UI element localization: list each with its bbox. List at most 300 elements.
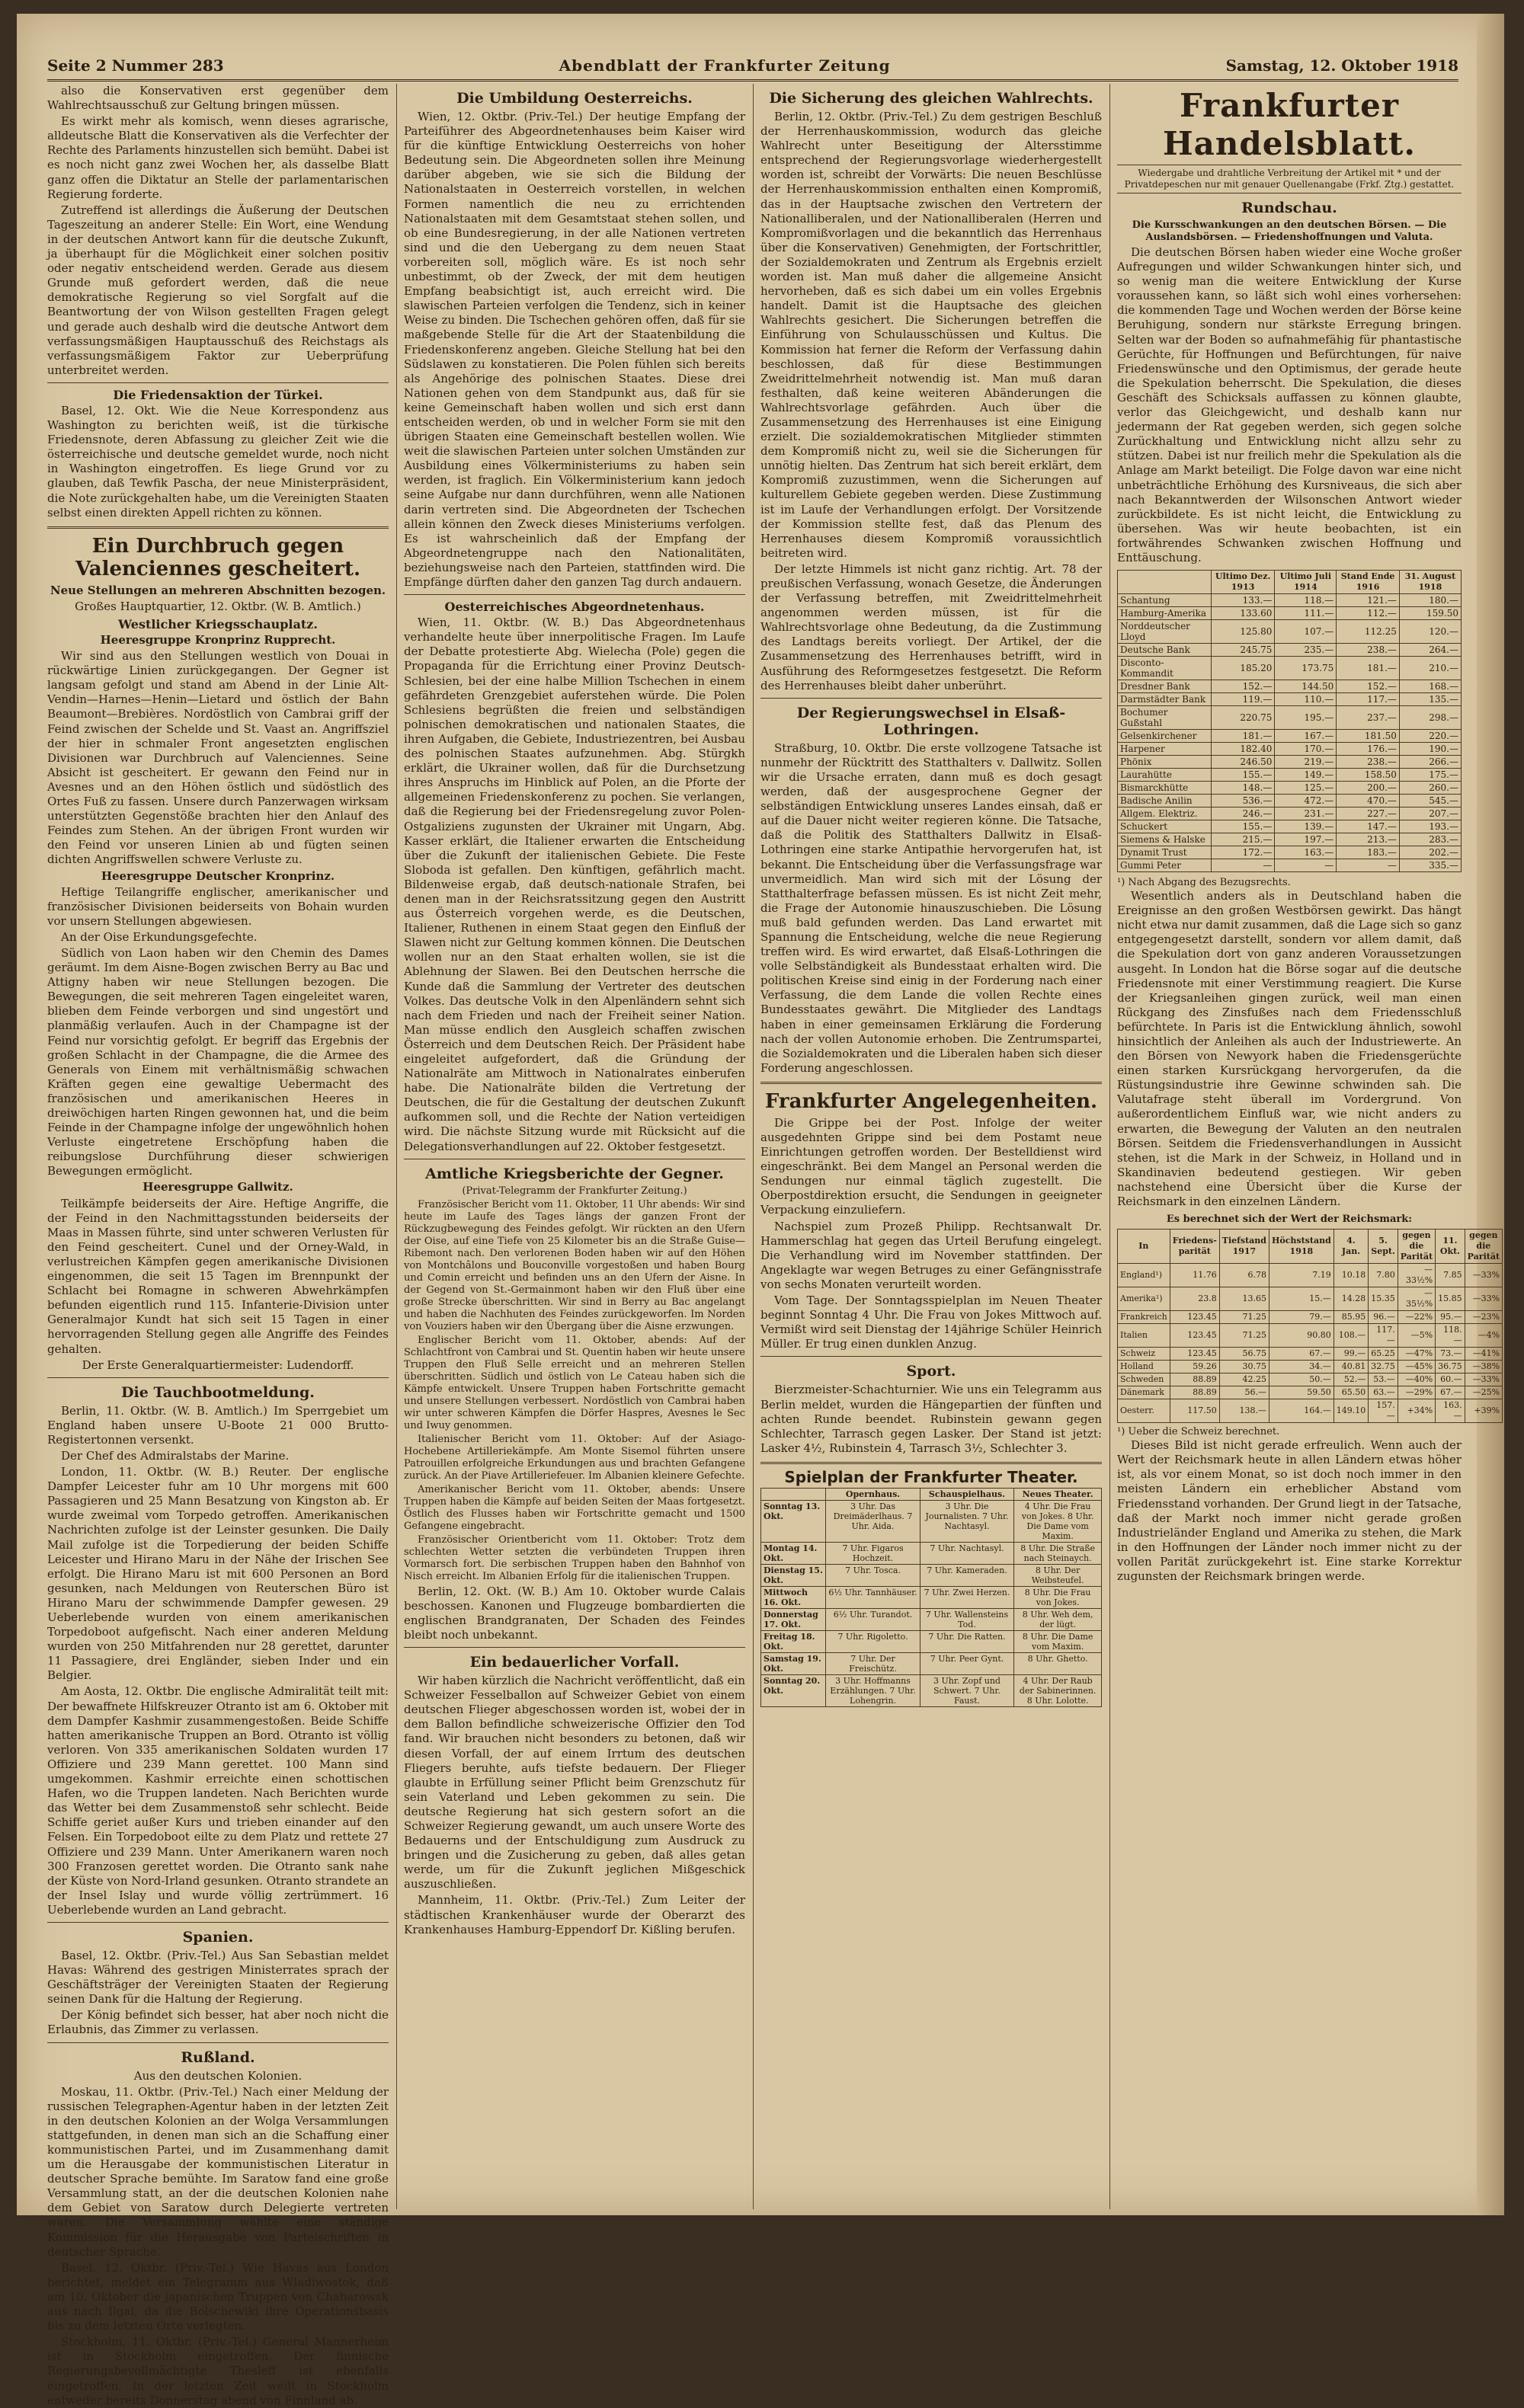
table-cell: 6½ Uhr. Turandot. [826, 1608, 920, 1630]
table-cell: 266.— [1399, 756, 1461, 769]
table-cell: Donnerstag 17. Okt. [761, 1608, 826, 1630]
angelegenheiten-heading: Frankfurter Angelegenheiten. [764, 1089, 1098, 1113]
table-cell: 149.— [1275, 769, 1337, 782]
calais-text [404, 1585, 745, 1642]
paragraph: Berlin, 12. Okt. (W. B.) Am 10. Oktober wurde Calais beschossen. Kanonen und Flugzeuge bombardierten die englischen Brandgranaten, Der Schaden des Feindes bleibt noch unbekannt. [404, 1584, 745, 1642]
table-cell: 470.— [1337, 795, 1400, 807]
table-cell: 120.— [1399, 620, 1461, 644]
table-row [761, 1608, 1102, 1630]
paragraph: Nachspiel zum Prozeß Philipp. Rechtsanwalt Dr. Hammerschlag hat gegen das Urteil Berufung eingelegt. Die Verhandlung wird im November stattfinden. Der Angeklagte war wegen Betruges zu einer Gefängnisstrafe von sechs Monaten verurteilt worden. [760, 1219, 1102, 1291]
table-cell: 7 Uhr. Tosca. [826, 1564, 920, 1586]
table-row [1118, 680, 1462, 693]
table-cell: 163.— [1275, 846, 1337, 859]
wahlrecht-text [760, 110, 1102, 693]
theater-body [761, 1500, 1102, 1706]
table-row [1118, 782, 1462, 795]
table-cell: Siemens & Halske [1118, 833, 1212, 846]
table-cell: 119.— [1211, 693, 1275, 706]
table-cell: 172.— [1211, 846, 1275, 859]
table-cell: 164.— [1269, 1399, 1334, 1423]
table-header-cell: Höchststand 1918 [1269, 1230, 1334, 1264]
table-row [1118, 730, 1462, 743]
kurs-table [1117, 570, 1462, 872]
table-cell: 71.25 [1219, 1324, 1269, 1348]
table-cell: Gelsenkirchener [1118, 730, 1212, 743]
table-cell: Dynamit Trust [1118, 846, 1212, 859]
table-cell: 7 Uhr. Zwei Herzen. [920, 1586, 1014, 1608]
table-cell: —47% [1398, 1348, 1435, 1361]
paragraph: Dieses Bild ist nicht gerade erfreulich. Wenn auch der Wert der Reichsmark heute in allen Ländern etwas höher ist, als vor einem Monat, so ist doch noch immer in den meisten Ländern ein erheblicher Abstand vom Friedensstand vorhanden. Der Grund liegt in der Tatsache, daß der Markt noch immer nicht gerade großen Industrieländer England und Amerika zu stehen, die Mark in den Hoffnungen der Länder noch immer nicht zu der vollen Parität zurückgekehrt ist. Eine starke Korrektur zugunsten der Reichsmark bringen werde. [1117, 1438, 1462, 1583]
table-cell: 213.— [1337, 833, 1400, 846]
table-header-cell: 4. Jan. [1334, 1230, 1369, 1264]
hq-dateline: Großes Hauptquartier, 12. Oktbr. (W. B. Amtlich.) [75, 599, 361, 613]
table-row [761, 1542, 1102, 1564]
table-cell: 144.50 [1275, 680, 1337, 693]
table-row [1118, 644, 1462, 657]
table-cell: 183.— [1337, 846, 1400, 859]
table-cell: —22% [1398, 1311, 1435, 1324]
ruprecht-text [47, 649, 389, 867]
handelsblatt-title: Frankfurter Handelsblatt. [1162, 87, 1417, 162]
table-cell: Dänemark [1118, 1386, 1170, 1399]
table-cell: 123.45 [1170, 1324, 1219, 1348]
table-cell: 112.25 [1337, 620, 1400, 644]
table-cell: 121.— [1337, 594, 1400, 607]
table-cell: 545.— [1399, 795, 1461, 807]
table-cell: —45% [1398, 1361, 1435, 1373]
table-cell: —25% [1465, 1386, 1502, 1399]
table-row [761, 1500, 1102, 1542]
table-cell: —4% [1465, 1324, 1502, 1348]
table-cell: 246.50 [1211, 756, 1275, 769]
wahlrecht-heading: Die Sicherung des gleichen Wahlrechts. [769, 90, 1093, 107]
table-cell: 123.45 [1170, 1311, 1219, 1324]
table-cell: 6½ Uhr. Tannhäuser. [826, 1586, 920, 1608]
table-cell: 65.25 [1369, 1348, 1398, 1361]
table-cell: Dienstag 15. Okt. [761, 1564, 826, 1586]
abgeordnetenhaus-heading: Oesterreichisches Abgeordnetenhaus. [444, 600, 705, 615]
table-cell: —40% [1398, 1373, 1435, 1386]
table-header-cell: 31. August 1918 [1399, 571, 1461, 594]
table-row [1118, 1399, 1503, 1423]
kurs-body [1118, 594, 1462, 872]
table-cell: 138.— [1219, 1399, 1269, 1423]
paragraph: Die deutschen Börsen haben wieder eine Woche großer Aufregungen und wilder Schwankungen hinter sich, und so wenig man die weitere Entwicklung der Kurse voraussehen kann, so läßt sich wohl eines vorhersehen: die kommenden Tage und Wochen werden der Börse keine Beruhigung, sondern nur stärkste Erregung bringen. Selten war der Boden so aufnahmefähig für phantastische Gerüchte, für Hoffnungen und Befürchtungen, für naive Friedenswünsche und den Optimismus, der gerade heute die Spekulation beherrscht. Die Spekulation, die dieses Geschäft des Schicksals auffassen zu können glaubte, verlor das Gleichgewicht, und deshalb kann nur jedermann der Rat gegeben werden, sich gegen solche Zurückhaltung und Entwicklung nicht allzu sehr zu stützen. Dabei ist nur freilich mehr die Spekulation als die Anlage am Markt beteiligt. Die Folge davon war eine nicht unbeträchtliche Erhöhung des Kursniveaus, die sich aber nach Bekanntwerden der Wilsonschen Antwort wieder zurückbildete. Es ist nicht leicht, die Entwicklung zu übersehen. Was wir heute beobachten, ist ein fortwährendes Schwanken zwischen Hoffnung und Enttäuschung. [1117, 245, 1462, 564]
table-row [761, 1586, 1102, 1608]
table-cell: 175.— [1399, 769, 1461, 782]
table-header-cell: Neues Theater. [1014, 1488, 1102, 1500]
table-cell: 79.— [1269, 1311, 1334, 1324]
rundschau-subheading: Die Kursschwankungen an den deutschen Börsen. — Die Auslandsbörsen. — Friedenshoffnungen und Valuta. [1132, 219, 1447, 243]
table-header-cell: gegen die Parität [1398, 1230, 1435, 1264]
table-cell: 202.— [1399, 846, 1461, 859]
paragraph: Stockholm, 11. Oktbr. (Priv.-Tel.) General Mannerheim ist in Stockholm eingetroffen. Der finnische Regierungsbevollmächtigte Thesleff ist ebenfalls eingetroffen. In der letzten Zeit weilt in Stockholm entweder bereits Donnerstag abend von Finnland ab. [47, 2335, 389, 2407]
table-cell: 40.81 [1334, 1361, 1369, 1373]
rundschau-text-2 [1117, 889, 1462, 1209]
table-cell: 181.50 [1337, 730, 1400, 743]
vorfall-text [404, 1674, 745, 1937]
table-cell: Hamburg-Amerika [1118, 607, 1212, 620]
table-cell: Dresdner Bank [1118, 680, 1212, 693]
table-cell: 7.80 [1369, 1264, 1398, 1287]
table-cell: Phönix [1118, 756, 1212, 769]
table-cell: 133.— [1211, 594, 1275, 607]
paragraph: Es wirkt mehr als komisch, wenn dieses agrarische, alldeutsche Blatt die Konservativen als die Verfechter der Rechte des Parlaments hinzustellen sich bemüht. Dabei ist es noch nicht ganz zwei Wochen her, als dasselbe Blatt ganz offen die Diktatur an Stelle der parlamentarischen Regierung forderte. [47, 114, 389, 201]
table-cell: 298.— [1399, 706, 1461, 730]
paragraph: Wien, 11. Oktbr. (W. B.) Das Abgeordnetenhaus verhandelte heute über innerpolitische Fragen. Im Laufe der Debatte protestierte Abg. Wielecha (Pole) gegen die Propaganda für die Errichtung einer Provinz Deutsch-Schlesien, bei der eine halbe Million Tschechen in einem gefährdeten Grenzgebiet auferstehen würde. Die Polen Schlesiens begrüßten die freien und selbständigen polnischen demokratischen und nationalen Staates, die ihren Aufgaben, die Gebiete, Industriezentren, bei Ausbau des polnischen Staates aufzunehmen. Abg. Stürgkh erklärt, die Ukrainer wollen, daß für die Durchsetzung ihres Anspruchs im Hinblick auf Polen, an die Pforte der allgemeinen Friedenskonferenz zu pochen. Sie verlangen, daß die Regierung bei der Friedensregelung zuvor Polen-Ostgaliziens zugunsten der Ukrainer mit Ungarn, Abg. Kasser erklärt, die Italiener erwarten die Entscheidung über die Zukunft der italienischen Gebiete. Die Feste Sloboda ist gefallen. Den künftigen, gefährlich macht. Bildenweise ergab, daß deutsch-nationale Strafen, bei denen man in der Reichsratssitzung gegen den Austritt aus Österreich vorgehen werde, es die Deutschen, Italiener, Ruthenen in einem Staat gegen den Einfluß der Slawen nicht zur Geltung kommen können. Die Deutschen wollen nur an den Staat erhalten wollen, sie ist die Ablehnung der Slawen. Bei den Deutschen herrsche die Kunde daß die Sammlung der Vertreter des deutschen Volkes. Das deutsche Volk in den Alpenländern sehnt sich nach dem Frieden und nach der Freiheit seiner Nation. Man müsse endlich den Ausgleich schaffen zwischen Österreich und dem Deutschen Reich. Der Präsident habe eingeleitet aufgefordert, daß die Gründung der Nationalräte am Mittwoch in Nationalrates einberufen habe. Die Nationalräte bilden die Vertretung der Deutschen, die für die Gestaltung der deutschen Zukunft aufkommen soll, und die Rechte der Nation verteidigen wird. Die nächste Sitzung wurde mit Rücksicht auf die Delegationsverhandlungen auf 22. Oktober festgesetzt. [404, 616, 745, 1153]
table-row [1118, 594, 1462, 607]
paragraph: Berlin, 11. Oktbr. (W. B. Amtlich.) Im Sperrgebiet um England haben unsere U-Boote 21 000 Brutto-Registertonnen versenkt. [47, 1403, 389, 1447]
table-row [1118, 846, 1462, 859]
paragraph: Basel, 12. Okt. Wie die Neue Korrespondenz aus Washington zu berichten weiß, ist die türkische Friedensnote, deren Abfassung zu gleicher Zeit wie die österreichische und deutsche gemeldet wurde, noch nicht in Washington eingetroffen. Es liege Grund vor zu glauben, daß Tewfik Pascha, der neue Ministerpräsident, die Note zurückgehalten habe, um die Vereinigten Staaten selbst einen direkten Appell richten zu können. [47, 403, 389, 520]
table-header-cell: gegen die Parität [1465, 1230, 1502, 1264]
table-cell: 207.— [1399, 807, 1461, 820]
table-row [761, 1652, 1102, 1674]
column-rule [396, 84, 397, 2209]
paragraph: Vom Tage. Der Sonntagsspielplan im Neuen Theater beginnt Sonntag 4 Uhr. Die Frau von Jokes Mittwoch auf. Vermißt wird seit Dienstag der 14jährige Schüler Heinrich Müller. Er trug einen dunklen Anzug. [760, 1294, 1102, 1351]
table-header-cell: In [1118, 1230, 1170, 1264]
table-cell: 149.10 [1334, 1399, 1369, 1423]
sport-text [760, 1383, 1102, 1455]
column-rule [1109, 84, 1110, 2209]
table-cell: 238.— [1337, 644, 1400, 657]
table-row [1118, 1324, 1503, 1348]
table-cell: 195.— [1275, 706, 1337, 730]
table-cell: Frankreich [1118, 1311, 1170, 1324]
paragraph: also die Konservativen erst gegenüber dem Wahlrechtsausschuß zur Geltung bringen müssen. [47, 84, 389, 113]
table-cell: —5% [1398, 1324, 1435, 1348]
table-cell: +34% [1398, 1399, 1435, 1423]
table-cell: 264.— [1399, 644, 1461, 657]
table-cell: — [1275, 859, 1337, 872]
page-spine [1477, 14, 1504, 2215]
rundschau-text-3 [1117, 1438, 1462, 1584]
table-cell: 3 Uhr. Hoffmanns Erzählungen. 7 Uhr. Lohengrin. [826, 1674, 920, 1706]
oesterreich-text [404, 110, 745, 590]
table-cell: 56.75 [1219, 1348, 1269, 1361]
table-cell: 99.— [1334, 1348, 1369, 1361]
table-cell: 117.— [1337, 693, 1400, 706]
col1-intro [47, 84, 389, 378]
paragraph: Französischer Bericht vom 11. Oktober, 11 Uhr abends: Wir sind heute im Laufe des Tages längs der ganzen Front der Rückzugbewegung des Feindes gefolgt. Wir rückten an den Ufern der Oise, auf eine Tiefe von 25 Kilometer bis an die Straße Guise—Ribemont nach. Den verlorenen Boden haben wir auf den Höhen von Montchâlons und Bouconville vorgestoßen und haben Bourg und Comin erreicht und befinden uns an den Ufern der Aisne. In der Gegend von St.-Germainmont haben wir den Fluß über eine große Strecke überschritten. Wir sind in Berry au Bac angelangt und haben die Nachhuten des Feindes zurückgeworfen. Im Norden von Vouziers haben wir den Übergang über die Aisne erzwungen. [404, 1198, 745, 1332]
table-cell: Schweden [1118, 1373, 1170, 1386]
rundschau-text [1117, 245, 1462, 565]
table-cell: 11.76 [1170, 1264, 1219, 1287]
table-cell: Norddeutscher Lloyd [1118, 620, 1212, 644]
table-cell: 108.— [1334, 1324, 1369, 1348]
table-cell: —41% [1465, 1348, 1502, 1361]
table-cell: 152.— [1337, 680, 1400, 693]
paragraph: Wir haben kürzlich die Nachricht veröffentlicht, daß ein Schweizer Fesselballon auf Schweizer Gebiet von einem deutschen Flieger abgeschossen worden ist, wobei der in dem Ballon befindliche schweizerische Offizier den Tod fand. Wir brauchen nicht besonders zu betonen, daß wir diesen Vorfall, der auf einem Irrtum des deutschen Fliegers beruhte, aufs tiefste bedauern. Der Flieger glaubte in Erfüllung seiner Pflicht beim Grenzschutz für sein Vaterland und Leben gekommen zu sein. Die deutsche Regierung hat sich gestern sofort an die Schweizer Regierung gewandt, um auch unsere Worte des Bedauerns und der Entschuldigung zum Ausdruck zu bringen und die Zusicherung zu geben, daß alles getan werde, um für die Zukunft jeglichen Mißgeschick auszuschließen. [404, 1674, 745, 1892]
table-cell: Schweiz [1118, 1348, 1170, 1361]
table-cell: 15.35 [1369, 1287, 1398, 1311]
table-cell: Amerika¹) [1118, 1287, 1170, 1311]
table-row [1118, 743, 1462, 756]
table-cell: 7 Uhr. Der Freischütz. [826, 1652, 920, 1674]
page-header [47, 44, 1458, 82]
table-cell: Schantung [1118, 594, 1212, 607]
paragraph: Am Aosta, 12. Oktbr. Die englische Admiralität teilt mit: Der bewaffnete Hilfskreuzer Otranto ist am 6. Oktober mit dem Dampfer Kashmir zusammengestoßen. Beide Schiffe hatten amerikanische Truppen an Bord. Otranto ist völlig verloren. Von 335 amerikanischen Soldaten wurden 17 Offiziere und 239 Mann gerettet. 100 Mann sind umgekommen. Kashmir erreichte einen schottischen Hafen, wo die Truppen landeten. Nach Berichten wurde das Wetter bei dem Zusammenstoß sehr schlecht. Beide Schiffe geriet außer Kurs und trieben einander auf den Felsen. Ein Torpedoboot eilte zu dem Platz und rettete 27 Offiziere und 239 Mann. Unter Amerikanern waren noch 300 Franzosen gerettet worden. Die Otranto sank nahe der Küste von Nord-Irland gesunken. Otranto strandete an der Insel Islay und wurde völlig zertrümmert. 16 Ueberlebende wurden an Land gebracht. [47, 1684, 389, 1917]
table-header-cell [761, 1488, 826, 1500]
table-cell: Laurahütte [1118, 769, 1212, 782]
table-cell: 135.— [1399, 693, 1461, 706]
table-row [1118, 1311, 1503, 1324]
table-cell: 180.— [1399, 594, 1461, 607]
table-row [1118, 1264, 1503, 1287]
table-cell: 181.— [1211, 730, 1275, 743]
paragraph: Italienischer Bericht vom 11. Oktober: Auf der Asiago-Hochebene Artilleriekämpfe. Am Monte Sisemol führten unsere Patrouillen erfolgreiche Erkundungen aus und brachten Gefangene zurück. An der Piave Artilleriefeuer. Im Albanien kleinere Gefechte. [404, 1433, 745, 1482]
table-cell: Badische Anilin [1118, 795, 1212, 807]
table-cell: 8 Uhr. Ghetto. [1014, 1652, 1102, 1674]
valuta-table-note: ¹) Ueber die Schweiz berechnet. [1117, 1426, 1280, 1438]
table-cell: 53.— [1369, 1373, 1398, 1386]
table-row [1118, 807, 1462, 820]
table-cell: 60.— [1436, 1373, 1465, 1386]
table-cell: 4 Uhr. Der Raub der Sabinerinnen. 8 Uhr. Lolotte. [1014, 1674, 1102, 1706]
paragraph: Zutreffend ist allerdings die Äußerung der Deutschen Tageszeitung an anderer Stelle: Ein Wort, eine Wendung in der deutschen Antwort kann für die deutsche Zukunft, ja überhaupt für die Möglichkeit einer solchen positiv oder negativ entscheidend werden. Gerade aus diesem Grunde muß gefordert werden, daß die neue demokratische Regierung so viel Sorgfalt auf die Beantwortung der von Wilson gestellten Fragen gelegt und gerade auch deshalb wird die deutsche Antwort dem verfassungsmäßigen Hauptausschuß des Reichstags als verfassungsmäßigem Faktor zur Ueberprüfung unterbreitet werden. [47, 203, 389, 377]
table-cell: 14.28 [1334, 1287, 1369, 1311]
table-cell: 59.50 [1269, 1386, 1334, 1399]
sport-heading: Sport. [906, 1363, 956, 1380]
table-cell: Allgem. Elektriz. [1118, 807, 1212, 820]
table-cell: 231.— [1275, 807, 1337, 820]
oesterreich-heading: Die Umbildung Oesterreichs. [456, 90, 693, 107]
table-cell: 3 Uhr. Zopf und Schwert. 7 Uhr. Faust. [920, 1674, 1014, 1706]
valuta-body [1118, 1264, 1503, 1423]
table-cell: 181.— [1337, 657, 1400, 680]
table-cell: —35½% [1398, 1287, 1435, 1311]
table-cell: Deutsche Bank [1118, 644, 1212, 657]
table-cell: 283.— [1399, 833, 1461, 846]
table-cell: 168.— [1399, 680, 1461, 693]
newspaper-page [17, 14, 1504, 2407]
table-cell: 8 Uhr. Die Straße nach Steinaych. [1014, 1542, 1102, 1564]
table-cell: 3 Uhr. Das Dreimäderlhaus. 7 Uhr. Aida. [826, 1500, 920, 1542]
table-cell: —33% [1465, 1287, 1502, 1311]
table-cell: 15.85 [1436, 1287, 1465, 1311]
table-cell: Bismarckhütte [1118, 782, 1212, 795]
table-cell: 215.— [1211, 833, 1275, 846]
table-row [761, 1674, 1102, 1706]
table-header-cell: 11. Okt. [1436, 1230, 1465, 1264]
table-cell: 125.80 [1211, 620, 1275, 644]
table-cell: Disconto-Kommandit [1118, 657, 1212, 680]
valuta-table [1117, 1229, 1503, 1423]
table-cell: 67.— [1269, 1348, 1334, 1361]
table-cell: 159.50 [1399, 607, 1461, 620]
table-cell: 107.— [1275, 620, 1337, 644]
column-3 [760, 84, 1102, 2209]
paragraph: Französischer Orientbericht vom 11. Oktober: Trotz dem schlechten Wetter setzten die verbündeten Truppen ihren Vormarsch fort. Die serbischen Truppen haben den Bahnhof von Nisch erreicht. Im Albanien Erfolg für die italienischen Truppen. [404, 1533, 745, 1582]
paragraph: Straßburg, 10. Oktbr. Die erste vollzogene Tatsache ist nunmehr der Rücktritt des Statthalters v. Dallwitz. Sollen wir die Ursache erraten, dann muß es doch gesagt werden, daß der ausgesprochene Gegner der selbständigen Entwicklung unseres Landes einsah, daß er auf die Dauer nicht weiter regieren könne. Die Tatsache, daß die Politik des Statthalters Dallwitz in Elsaß-Lothringen eine starke Antipathie hervorgerufen hat, ist bekannt. Die Entscheidung über die Verfassungsfrage war unvermeidlich. Man wird sich mit der Lösung der Statthalterfrage befassen müssen. Es ist nicht Zeit mehr, die Frage der Autonomie hinauszuschieben. Die Lösung muß bald gefunden werden. Das Land erwartet mit Spannung die Entscheidung, welche die neue Regierung treffen wird. Es wird erwartet, daß Elsaß-Lothringen die volle Selbständigkeit als Bundesstaat erhalten wird. Die politischen Kreise sind einig in der Forderung nach einer Verfassung, die dem Lande die vollen Rechte eines Bundesstaates gewährt. Die Mitglieder des Landtags haben in einer gemeinsamen Erklärung die Forderung nach der vollen Autonomie erhoben. Die Zentrumspartei, die Sozialdemokraten und die Liberalen haben sich dieser Forderung angeschlossen. [760, 740, 1102, 1075]
table-cell: 73.— [1436, 1348, 1465, 1361]
table-cell: 7 Uhr. Rigoletto. [826, 1630, 920, 1652]
valuta-heading: Es berechnet sich der Wert der Reichsmark: [1166, 1214, 1413, 1226]
kurs-head-row [1118, 571, 1462, 594]
paragraph: Wir sind aus den Stellungen westlich von Douai in rückwärtige Linien zurückgegangen. Der Gegner ist langsam gefolgt und stand am Abend in der Linie Alt-Vendin—Harnes—Henin—Lietard und östlich der Bahn Beaumont—Brebières. Nordöstlich von Cambrai griff der Feind zwischen der Schelde und St. Vaast an. Angriffsziel der hier in schmaler Front angesetzten englischen Divisionen war Durchbruch auf Valenciennes. Seine Absicht ist gescheitert. Er gewann den Feind nur in Avesnes und an den Höhen östlich und südöstlich des Ortes Fuß zu fassen. Unsere durch Panzerwagen wirksam unterstützten Gegenstöße brachten hier den Anlauf des Feindes zum Stehen. An der übrigen Front wurden wir den Feind vor unseren Linien ab und fügten seinen dichten Angriffswellen schwere Verluste zu. [47, 649, 389, 867]
table-cell: Darmstädter Bank [1118, 693, 1212, 706]
header-masthead: Abendblatt der Frankfurter Zeitung [559, 56, 891, 75]
table-cell: Mittwoch 16. Okt. [761, 1586, 826, 1608]
table-cell: 63.— [1369, 1386, 1398, 1399]
table-cell: 95.— [1436, 1311, 1465, 1324]
table-cell: 111.— [1275, 607, 1337, 620]
table-row [1118, 756, 1462, 769]
russland-heading: Rußland. [181, 2048, 255, 2066]
table-cell: 193.— [1399, 820, 1461, 833]
theater-head-row [761, 1488, 1102, 1500]
table-cell: 235.— [1275, 644, 1337, 657]
table-header-cell: Opernhaus. [826, 1488, 920, 1500]
table-cell: 3 Uhr. Die Journalisten. 7 Uhr. Nachtasyl. [920, 1500, 1014, 1542]
table-cell: 8 Uhr. Die Frau von Jokes. [1014, 1586, 1102, 1608]
table-cell: +39% [1465, 1399, 1502, 1423]
paragraph: Südlich von Laon haben wir den Chemin des Dames geräumt. Im dem Aisne-Bogen zwischen Berry au Bac und Attigny haben wir neue Stellungen bezogen. Die Bewegungen, die seit mehreren Tagen eingeleitet waren, blieben dem Feinde verborgen und sind ungestört und planmäßig verlaufen. Auch in der Champagne ist der Feind nur vorsichtig gefolgt. Er begriff das Ergebnis der großen Schlacht in der Champagne, die die Armee des Generals von Einem mit verhältnismäßig schwachen Kräften gegen eine gewaltige Uebermacht des französischen und amerikanischen Heeres in dreiwöchigen harten Ringen gewonnen hat, und die beim Feinde in der Champagne infolge der ungewöhnlich hohen Verluste eingetretene Erschöpfung haben die reibungslose Durchführung dieser schwierigen Bewegungen ermöglicht. [47, 945, 389, 1178]
paragraph: Der letzte Himmels ist nicht ganz richtig. Art. 78 der preußischen Verfassung, wonach Gesetze, die Änderungen der Verfassung betreffen, mit Zweidrittelmehrheit angenommen werden müssen, ist für die Wahlrechtsvorlage ohne Bedeutung, da die Zustimmung des Landtags bereits vorliegt. Der Artikel, der die Zusammensetzung des Herrenhauses betrifft, wird in Ausführung des Reformgesetzes festgesetzt. Die Reform des Herrenhauses bleibt daher unberührt. [760, 561, 1102, 692]
paragraph: Die Grippe bei der Post. Infolge der weiter ausgedehnten Grippe sind bei dem Postamt neue Einrichtungen getroffen worden. Der Bestelldienst wird eingeschränkt. Bei dem Mangel an Personal werden die Sendungen nur einmal täglich zugestellt. Die Oberpostdirektion ersucht, die Sendungen in geeigneter Verpackung einzuliefern. [760, 1115, 1102, 1217]
columns [47, 84, 1500, 2407]
table-header-cell: 5. Sept. [1369, 1230, 1398, 1264]
paragraph: Basel, 12. Oktbr. (Priv.-Tel.) Aus San Sebastian meldet Havas: Während des gestrigen Ministerrates sprach der Geschäftsträger der Vereinigten Staaten der Regierung seinen Dank für die Haltung der Regierung. [47, 1948, 389, 2007]
rundschau-heading: Rundschau. [1241, 200, 1337, 216]
table-cell: 167.— [1275, 730, 1337, 743]
table-cell: — [1211, 859, 1275, 872]
table-cell: 7.19 [1269, 1264, 1334, 1287]
kriegsberichte-heading: Amtliche Kriegsberichte der Gegner. [425, 1165, 724, 1182]
table-cell: 52.— [1334, 1373, 1369, 1386]
header-date: Samstag, 12. Oktober 1918 [1225, 56, 1458, 75]
gallwitz-text [47, 1197, 389, 1357]
table-cell: 8 Uhr. Die Dame vom Maxim. [1014, 1630, 1102, 1652]
table-cell: 7 Uhr. Wallensteins Tod. [920, 1608, 1014, 1630]
table-cell: 32.75 [1369, 1361, 1398, 1373]
table-cell: Holland [1118, 1361, 1170, 1373]
table-row [1118, 607, 1462, 620]
table-cell: —33½% [1398, 1264, 1435, 1287]
table-cell: 34.— [1269, 1361, 1334, 1373]
table-cell: 88.89 [1170, 1373, 1219, 1386]
table-cell: —38% [1465, 1361, 1502, 1373]
table-cell: 7.85 [1436, 1264, 1465, 1287]
angelegenheiten-text [760, 1116, 1102, 1352]
table-row [1118, 833, 1462, 846]
table-cell: 125.— [1275, 782, 1337, 795]
table-header-cell: Tiefstand 1917 [1219, 1230, 1269, 1264]
table-cell: 4 Uhr. Die Frau von Jokes. 8 Uhr. Die Dame vom Maxim. [1014, 1500, 1102, 1542]
theater-table [760, 1488, 1102, 1707]
paragraph: Der Chef des Admiralstabs der Marine. [61, 1448, 290, 1463]
spanien-heading: Spanien. [182, 1928, 254, 1946]
table-cell: 71.25 [1219, 1311, 1269, 1324]
table-cell: Montag 14. Okt. [761, 1542, 826, 1564]
table-cell: Freitag 18. Okt. [761, 1630, 826, 1652]
paragraph: Moskau, 11. Oktbr. (Priv.-Tel.) Nach einer Meldung der russischen Telegraphen-Agentur haben in der letzten Zeit in den deutschen Kolonien an der Wolga Versammlungen stattgefunden, in denen man sich an die Schaffung einer kommunistischen Partei, und im Zusammenhang damit um die Herausgabe der kommunistischen Literatur in deutscher Sprache bemühte. Im Saratow fand eine große Versammlung statt, an der die deutschen Kolonien nahe dem Gebiet von Saratow durch Delegierte vertreten waren. Die Versammlung wählte eine ständige Kommission für die Herausgabe von Parteischriften in deutscher Sprache. [47, 2084, 389, 2259]
kriegsberichte-subheading: (Privat-Telegramm der Frankfurter Zeitung.) [462, 1185, 687, 1197]
table-cell: 30.75 [1219, 1361, 1269, 1373]
table-cell: 59.26 [1170, 1361, 1219, 1373]
table-row [761, 1630, 1102, 1652]
table-cell: Gummi Peter [1118, 859, 1212, 872]
table-cell: 237.— [1337, 706, 1400, 730]
table-cell: Schuckert [1118, 820, 1212, 833]
tauch-text [47, 1404, 389, 1917]
table-cell: 123.45 [1170, 1348, 1219, 1361]
table-cell: 13.65 [1219, 1287, 1269, 1311]
handelsblatt-note: Wiedergabe und drahtliche Verbreitung der Artikel mit * und der Privatdepeschen nur mit genauer Quellenangabe (Frkf. Ztg.) gestattet. [1117, 165, 1462, 193]
table-cell: 42.25 [1219, 1373, 1269, 1386]
table-row [1118, 620, 1462, 644]
paragraph: Basel, 12. Oktbr. (Priv.-Tel.) Wie Havas aus London berichtet, meldet ein Telegramm aus Wladiwostok, daß am 10. Oktober die japanischen Truppen von Chabarowsk aus nach Ilgai, da die Bolschewiki ihre Operationsbasis bis zu dem letzten Orte verlegten. [47, 2260, 389, 2333]
table-cell: 170.— [1275, 743, 1337, 756]
table-cell: Italien [1118, 1324, 1170, 1348]
paragraph: An der Oise Erkundungsgefechte. [61, 929, 258, 944]
table-cell: 7 Uhr. Kameraden. [920, 1564, 1014, 1586]
ruprecht-heading: Heeresgruppe Kronprinz Rupprecht. [100, 633, 336, 647]
table-cell: 88.89 [1170, 1386, 1219, 1399]
table-cell: 133.60 [1211, 607, 1275, 620]
table-cell: 118.— [1436, 1324, 1465, 1348]
table-cell: 173.75 [1275, 657, 1337, 680]
table-cell: 118.— [1275, 594, 1337, 607]
valuta-head-row [1118, 1230, 1503, 1264]
gallwitz-heading: Heeresgruppe Gallwitz. [142, 1180, 293, 1194]
table-cell: 185.20 [1211, 657, 1275, 680]
table-row [1118, 657, 1462, 680]
table-cell: 200.— [1337, 782, 1400, 795]
table-cell: 335.— [1399, 859, 1461, 872]
table-cell: 246.— [1211, 807, 1275, 820]
table-cell: 157.— [1369, 1399, 1398, 1423]
table-cell: 15.— [1269, 1287, 1334, 1311]
table-cell: 260.— [1399, 782, 1461, 795]
table-row [1118, 769, 1462, 782]
table-cell: Sonntag 13. Okt. [761, 1500, 826, 1542]
table-cell: 23.8 [1170, 1287, 1219, 1311]
table-cell: 117.50 [1170, 1399, 1219, 1423]
table-cell: Samstag 19. Okt. [761, 1652, 826, 1674]
table-cell: 96.— [1369, 1311, 1398, 1324]
table-cell: 139.— [1275, 820, 1337, 833]
table-cell: 65.50 [1334, 1386, 1369, 1399]
table-cell: — [1337, 859, 1400, 872]
table-header-cell: Schauspielhaus. [920, 1488, 1014, 1500]
table-cell: —33% [1465, 1373, 1502, 1386]
table-cell: 67.— [1436, 1386, 1465, 1399]
table-row [1118, 859, 1462, 872]
table-row [1118, 1386, 1503, 1399]
table-cell: 190.— [1399, 743, 1461, 756]
kronprinz-text [47, 885, 389, 1179]
paragraph: Mannheim, 11. Oktbr. (Priv.-Tel.) Zum Leiter der städtischen Krankenhäuser wurde der Oberarzt des Krankenhauses Hamburg-Eppendorf Dr. Kißling berufen. [404, 1893, 745, 1936]
table-cell: 210.— [1399, 657, 1461, 680]
table-cell: 152.— [1211, 680, 1275, 693]
table-row [1118, 693, 1462, 706]
vorfall-heading: Ein bedauerlicher Vorfall. [469, 1654, 680, 1671]
column-1 [47, 84, 389, 2407]
table-cell: 147.— [1337, 820, 1400, 833]
table-cell: 7 Uhr. Figaros Hochzeit. [826, 1542, 920, 1564]
table-cell: Sonntag 20. Okt. [761, 1674, 826, 1706]
table-cell: 10.18 [1334, 1264, 1369, 1287]
table-row [1118, 1287, 1503, 1311]
table-cell: 158.50 [1337, 769, 1400, 782]
spanien-text [47, 1949, 389, 2038]
table-cell: Oesterr. [1118, 1399, 1170, 1423]
russland-text [47, 2085, 389, 2408]
turkey-text [47, 404, 389, 520]
table-cell: 7 Uhr. Die Ratten. [920, 1630, 1014, 1652]
column-2 [404, 84, 745, 2209]
